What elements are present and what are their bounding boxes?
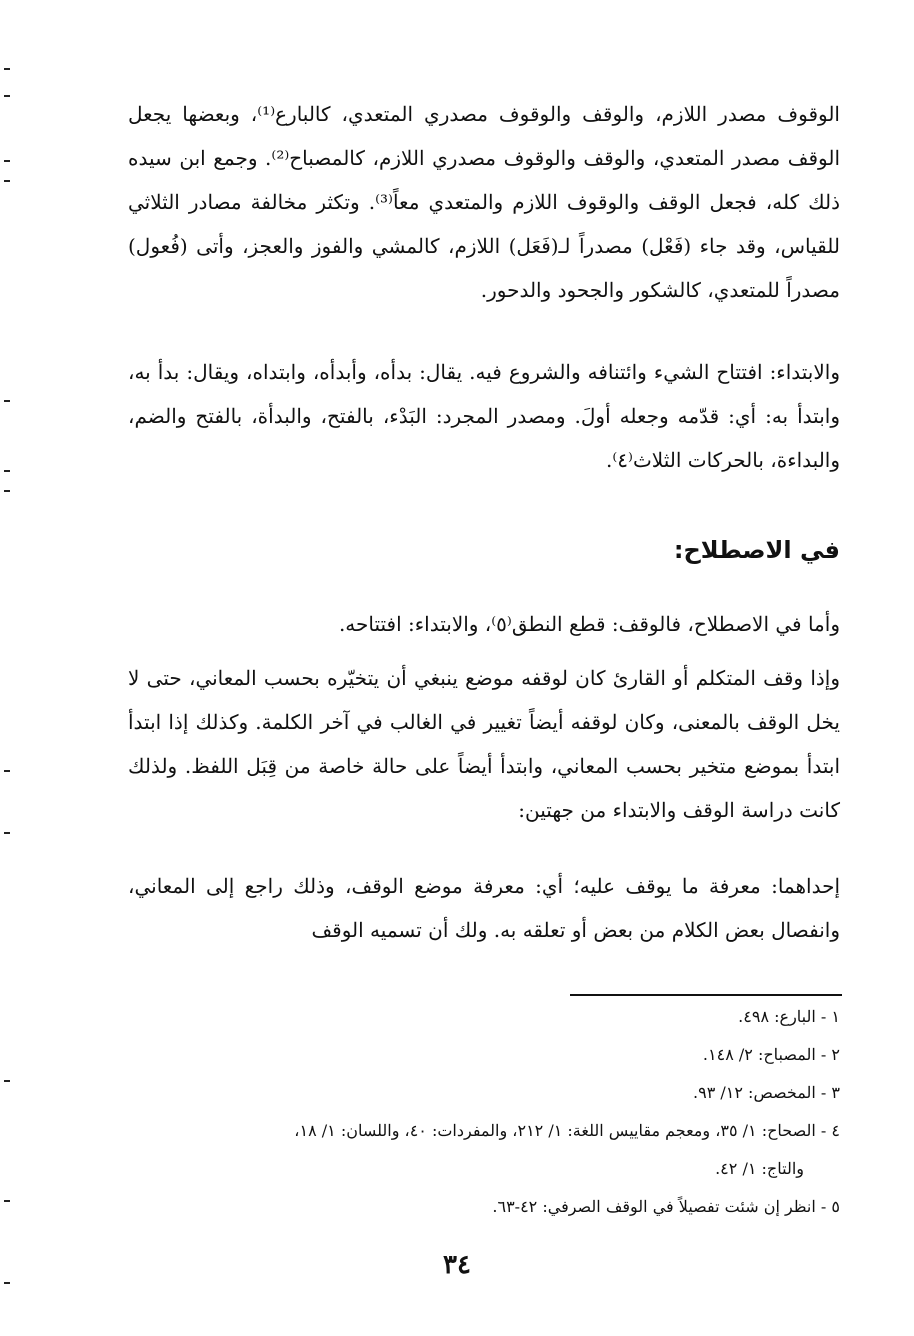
- footnote-1: ١ - البارع: ٤٩٨.: [738, 1007, 840, 1026]
- paragraph-lexical-ibtida: والابتداء: افتتاح الشيء وائتنافه والشروع فيه. يقال: بدأه، وأبدأه، وابتداه، ويقال: بدأ به، وابتدأ به: أي: قدّمه وجعله أولَ. ومصدر المجرد: البَدْء، بالفتح، والبدأة، بالفتح والضم، والبداءة، بالحركات الثلاث⁽٤⁾.: [128, 360, 840, 472]
- page-number: ٣٤: [443, 1250, 471, 1280]
- margin-mark: [4, 1080, 10, 1082]
- paragraph-terminology: وأما في الاصطلاح، فالوقف: قطع النطق⁽٥⁾، والابتداء: افتتاحه.: [338, 612, 840, 636]
- footnote-4: ٤ - الصحاح: ١/ ٣٥، ومعجم مقاييس اللغة: ١/ ٢١٢، والمفردات: ٤٠، واللسان: ١/ ١٨،: [294, 1121, 840, 1140]
- margin-mark: [4, 832, 10, 834]
- margin-mark: [4, 180, 10, 182]
- footnote-4-continuation: والتاج: ١/ ٤٢.: [715, 1159, 804, 1178]
- margin-mark: [4, 1200, 10, 1202]
- margin-mark: [4, 68, 10, 70]
- section-heading: في الاصطلاح:: [673, 536, 840, 564]
- margin-mark: [4, 470, 10, 472]
- paragraph-first-aspect: إحداهما: معرفة ما يوقف عليه؛ أي: معرفة موضع الوقف، وذلك راجع إلى المعاني، وانفصال بعض الكلام من بعض أو تعلقه به. ولك أن تسميه الوقف: [128, 874, 840, 942]
- footnotes: [128, 998, 840, 1226]
- margin-mark: [4, 95, 10, 97]
- footnote-5: ٥ - انظر إن شئت تفصيلاً في الوقف الصرفي: ٤٢-٦٣.: [492, 1197, 840, 1216]
- footnote-2: ٢ - المصباح: ٢/ ١٤٨.: [702, 1045, 840, 1064]
- margin-mark: [4, 770, 10, 772]
- margin-mark: [4, 400, 10, 402]
- margin-mark: [4, 160, 10, 162]
- margin-mark: [4, 1282, 10, 1284]
- paragraph-lexical-waqf: الوقوف مصدر اللازم، والوقف والوقوف مصدري المتعدي، كالبارع⁽¹⁾، وبعضها يجعل الوقف مصدر المتعدي، والوقف والوقوف مصدري اللازم، كالمصباح⁽²⁾. وجمع ابن سيده ذلك كله، فجعل الوقف والوقوف اللازم والمتعدي معاً⁽³⁾. وتكثر مخالفة مصادر الثلاثي للقياس، وقد جاء (فَعْل) مصدراً لـ(فَعَل) اللازم، كالمشي والفوز والعجز، وأتى (فُعول) مصدراً للمتعدي، كالشكور والجحود والدحور.: [128, 102, 841, 302]
- paragraph-speaker-stop: وإذا وقف المتكلم أو القارئ كان لوقفه موضع ينبغي أن يتخيّره بحسب المعاني، حتى لا يخل الوقف بالمعنى، وكان لوقفه أيضاً تغيير في الغالب في آخر الكلمة. وكذلك إذا ابتدأ ابتدأ بموضع متخير بحسب المعاني، وابتدأ أيضاً على حالة خاصة من قِبَل اللفظ. ولذلك كانت دراسة الوقف والابتداء من جهتين:: [128, 666, 840, 822]
- footnote-divider: [570, 994, 842, 996]
- footnote-3: ٣ - المخصص: ١٢/ ٩٣.: [693, 1083, 840, 1102]
- margin-mark: [4, 490, 10, 492]
